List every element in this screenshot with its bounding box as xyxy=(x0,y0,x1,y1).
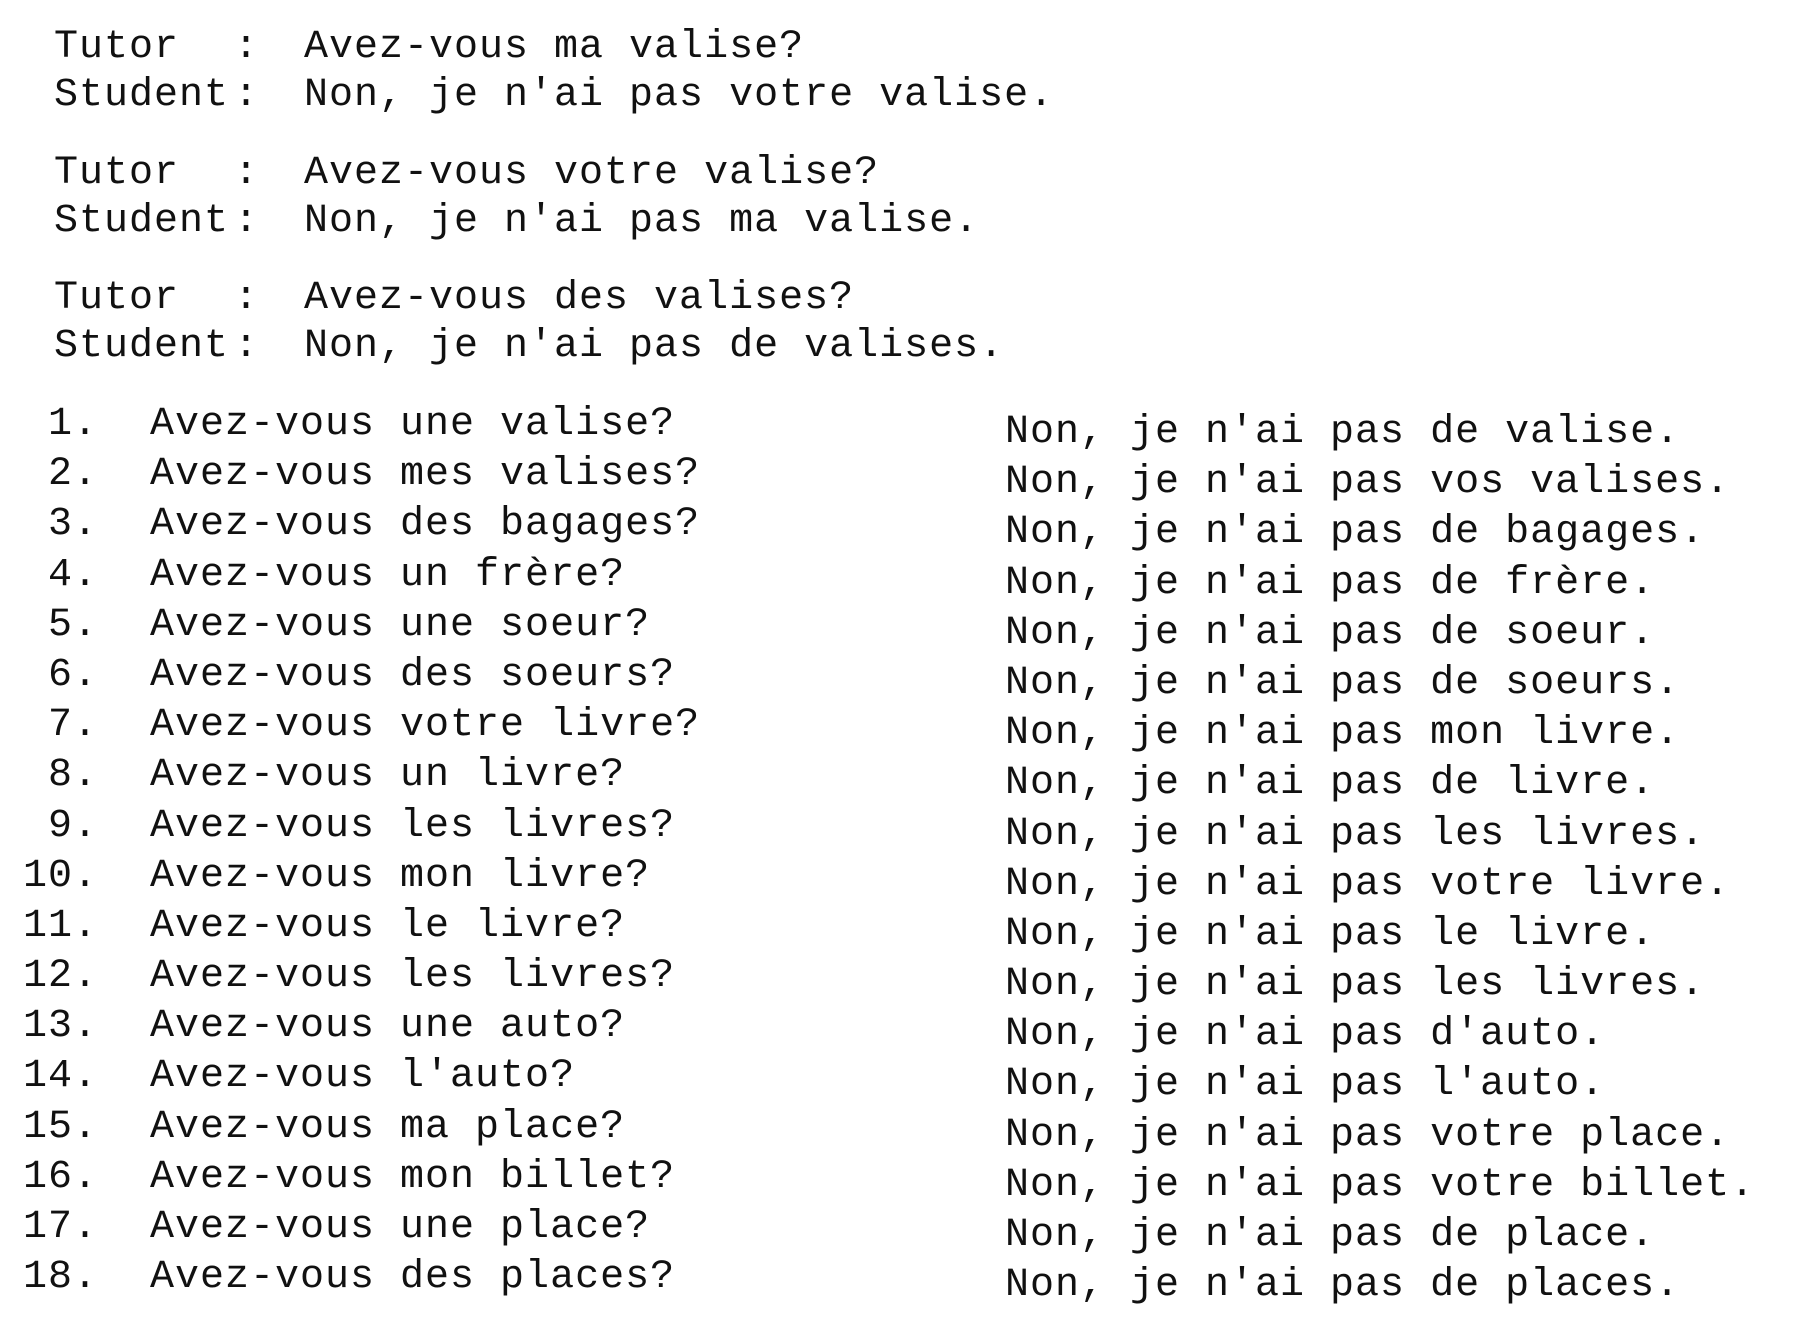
item-number: 1. xyxy=(47,402,98,447)
answer-text: Non, je n'ai pas vos valises. xyxy=(1005,460,1731,506)
question-text: Avez-vous des places? xyxy=(150,1255,676,1301)
question-text: Avez-vous ma place? xyxy=(150,1104,626,1150)
student-text: Non, je n'ai pas de valises. xyxy=(304,324,1005,369)
drill-item xyxy=(0,952,1802,1008)
answer-text: Non, je n'ai pas de places. xyxy=(1005,1263,1681,1309)
drill-item xyxy=(0,1253,1802,1309)
drill-list xyxy=(0,400,1802,1309)
student-line xyxy=(54,198,1154,246)
item-number: 16. xyxy=(22,1154,98,1200)
speaker-label xyxy=(54,72,304,120)
item-number: 3. xyxy=(47,502,98,548)
answer-text: Non, je n'ai pas d'auto. xyxy=(1005,1012,1606,1058)
question-text: Avez-vous mes valises? xyxy=(150,452,701,498)
colon: : xyxy=(234,151,260,196)
student-text: Non, je n'ai pas votre valise. xyxy=(304,73,1055,118)
answer-text: Non, je n'ai pas mon livre. xyxy=(1005,711,1681,757)
tutor-label: Tutor xyxy=(54,276,180,321)
drill-item xyxy=(0,601,1802,656)
example-dialogue-2 xyxy=(54,150,1154,246)
drill-item xyxy=(0,651,1802,706)
student-text: Non, je n'ai pas ma valise. xyxy=(304,199,980,244)
drill-item xyxy=(0,1103,1802,1158)
drill-item xyxy=(0,400,1802,455)
student-label: Student xyxy=(54,199,230,244)
speaker-label xyxy=(54,198,304,246)
item-number: 15. xyxy=(22,1104,98,1150)
question-text: Avez-vous une valise? xyxy=(150,402,676,447)
question-text: Avez-vous mon livre? xyxy=(150,853,651,899)
item-number: 11. xyxy=(22,903,98,949)
tutor-text: Avez-vous votre valise? xyxy=(304,151,880,196)
colon: : xyxy=(234,73,260,118)
answer-text: Non, je n'ai pas de valise. xyxy=(1005,410,1681,455)
tutor-label: Tutor xyxy=(54,25,180,70)
item-number: 17. xyxy=(22,1205,98,1250)
item-number: 13. xyxy=(22,1004,98,1050)
tutor-line xyxy=(54,24,1154,72)
answer-text: Non, je n'ai pas les livres. xyxy=(1005,962,1706,1008)
tutor-line xyxy=(54,150,1154,198)
question-text: Avez-vous des soeurs? xyxy=(150,652,676,698)
drill-item xyxy=(0,1203,1802,1258)
tutor-text: Avez-vous des valises? xyxy=(304,276,855,321)
answer-text: Non, je n'ai pas de livre. xyxy=(1005,761,1656,807)
answer-text: Non, je n'ai pas les livres. xyxy=(1005,811,1706,857)
item-number: 6. xyxy=(47,652,98,698)
question-text: Avez-vous une place? xyxy=(150,1205,651,1250)
colon: : xyxy=(234,276,260,321)
colon: : xyxy=(234,199,260,244)
drill-item xyxy=(0,701,1802,757)
question-text: Avez-vous votre livre? xyxy=(150,703,701,749)
answer-text: Non, je n'ai pas le livre. xyxy=(1005,911,1656,957)
drill-item xyxy=(0,1052,1802,1108)
item-number: 2. xyxy=(47,452,98,498)
answer-text: Non, je n'ai pas de frère. xyxy=(1005,560,1656,606)
item-number: 12. xyxy=(22,954,98,1000)
answer-text: Non, je n'ai pas de place. xyxy=(1005,1213,1656,1258)
student-label: Student xyxy=(54,73,230,118)
speaker-label xyxy=(54,323,304,371)
question-text: Avez-vous un frère? xyxy=(150,552,626,598)
drill-item xyxy=(0,1153,1802,1208)
question-text: Avez-vous une auto? xyxy=(150,1004,626,1050)
tutor-text: Avez-vous ma valise? xyxy=(304,25,805,70)
drill-item xyxy=(0,500,1802,556)
item-number: 7. xyxy=(47,703,98,749)
item-number: 10. xyxy=(22,853,98,899)
question-text: Avez-vous le livre? xyxy=(150,903,626,949)
answer-text: Non, je n'ai pas votre livre. xyxy=(1005,861,1731,907)
item-number: 4. xyxy=(47,552,98,598)
speaker-label xyxy=(54,24,304,72)
example-dialogue-1 xyxy=(54,24,1154,120)
drill-item xyxy=(0,802,1802,857)
question-text: Avez-vous mon billet? xyxy=(150,1154,676,1200)
speaker-label xyxy=(54,150,304,198)
question-text: Avez-vous une soeur? xyxy=(150,602,651,648)
drill-item xyxy=(0,751,1802,807)
student-line xyxy=(54,72,1154,120)
student-line xyxy=(54,323,1154,371)
colon: : xyxy=(234,324,260,369)
answer-text: Non, je n'ai pas de soeurs. xyxy=(1005,660,1681,706)
item-number: 9. xyxy=(47,803,98,849)
answer-text: Non, je n'ai pas votre place. xyxy=(1005,1112,1731,1158)
drill-item xyxy=(0,450,1802,506)
question-text: Avez-vous les livres? xyxy=(150,803,676,849)
tutor-line xyxy=(54,275,1154,323)
question-text: Avez-vous les livres? xyxy=(150,954,676,1000)
answer-text: Non, je n'ai pas de bagages. xyxy=(1005,510,1706,556)
item-number: 8. xyxy=(47,753,98,799)
tutor-label: Tutor xyxy=(54,151,180,196)
drill-item xyxy=(0,902,1802,957)
item-number: 18. xyxy=(22,1255,98,1301)
drill-item xyxy=(0,1002,1802,1058)
student-label: Student xyxy=(54,324,230,369)
drill-item xyxy=(0,551,1802,606)
question-text: Avez-vous un livre? xyxy=(150,753,626,799)
colon: : xyxy=(234,25,260,70)
drill-item xyxy=(0,852,1802,907)
item-number: 5. xyxy=(47,602,98,648)
example-dialogue-3 xyxy=(54,275,1154,371)
question-text: Avez-vous des bagages? xyxy=(150,502,701,548)
question-text: Avez-vous l'auto? xyxy=(150,1054,576,1100)
answer-text: Non, je n'ai pas de soeur. xyxy=(1005,610,1656,656)
answer-text: Non, je n'ai pas l'auto. xyxy=(1005,1062,1606,1108)
speaker-label xyxy=(54,275,304,323)
answer-text: Non, je n'ai pas votre billet. xyxy=(1005,1162,1756,1208)
item-number: 14. xyxy=(22,1054,98,1100)
